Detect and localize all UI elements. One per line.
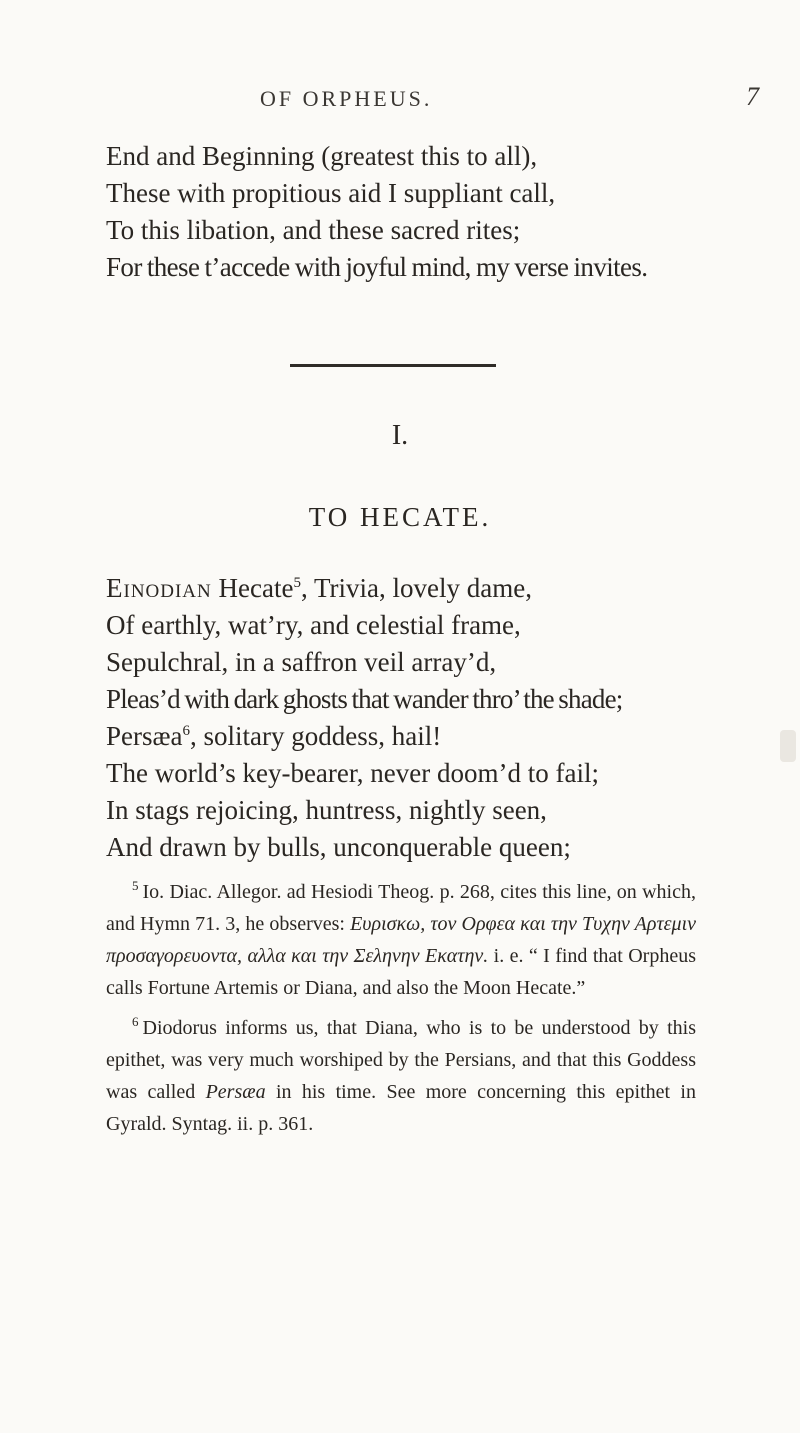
verse-text: , solitary goddess, hail! <box>190 721 442 751</box>
hymn-verse <box>106 570 622 866</box>
verse-line <box>106 718 622 755</box>
verse-line: These with propitious aid I suppliant call, <box>106 178 556 208</box>
section-divider <box>290 364 496 367</box>
page-number: 7 <box>746 82 759 111</box>
italic-term: Persæa <box>205 1081 266 1103</box>
running-head: OF ORPHEUS. <box>260 86 433 111</box>
verse-line <box>106 570 622 607</box>
footnote-6 <box>106 1012 696 1140</box>
verse-text: Hecate <box>218 573 294 603</box>
verse-line: Pleas’d with dark ghosts that wander thro’ the shade; <box>106 684 623 714</box>
footnote-marker: 6 <box>132 1014 139 1029</box>
verse-text: Persæa <box>106 721 183 751</box>
verse-line: Sepulchral, in a saffron veil array’d, <box>106 647 497 677</box>
footnote-text: Diodorus informs us, that Diana, who is to be understood by this epithet, was very much worshiped by the Persians, and that this Goddess was called <box>106 1017 696 1103</box>
verse-text: , Trivia, lovely dame, <box>300 573 532 603</box>
footnote-marker: 5 <box>132 878 139 893</box>
verse-line: For these t’accede with joyful mind, my verse invites. <box>106 252 648 282</box>
paper-blemish <box>780 730 796 762</box>
footnote-text: Io. Diac. Allegor. ad Hesiodi Theog. p. 268, cites this line, on which, and Hymn 71. 3, he observes: <box>106 881 696 935</box>
first-word: Einodian <box>106 573 212 603</box>
closing-verse <box>106 138 647 286</box>
greek-quotation: Ευρισκω, τον Ορφεα και την Τυχην Αρτεμιν προσαγορευοντα, αλλα και την Σεληνην Εκατην. <box>106 913 696 967</box>
verse-line: To this libation, and these sacred rites; <box>106 215 521 245</box>
footnote-ref[interactable]: 5 <box>293 575 301 591</box>
footnote-ref[interactable]: 6 <box>182 723 190 739</box>
footnote-text: in his time. See more concerning this epithet in Gyrald. Syntag. ii. p. 361. <box>106 1081 696 1135</box>
footnotes <box>106 876 696 1140</box>
verse-line: Of earthly, wat’ry, and celestial frame, <box>106 610 521 640</box>
verse-line: The world’s key-bearer, never doom’d to fail; <box>106 758 599 788</box>
verse-line: In stags rejoicing, huntress, nightly seen, <box>106 795 547 825</box>
verse-line: And drawn by bulls, unconquerable queen; <box>106 832 571 862</box>
hymn-number: I. <box>391 420 409 451</box>
hymn-title: TO HECATE. <box>308 502 492 532</box>
verse-line: End and Beginning (greatest this to all), <box>106 141 538 171</box>
footnote-5 <box>106 876 696 1004</box>
footnote-text: i. e. “ I find that Orpheus calls Fortune Artemis or Diana, and also the Moon Hecate.” <box>106 945 696 999</box>
